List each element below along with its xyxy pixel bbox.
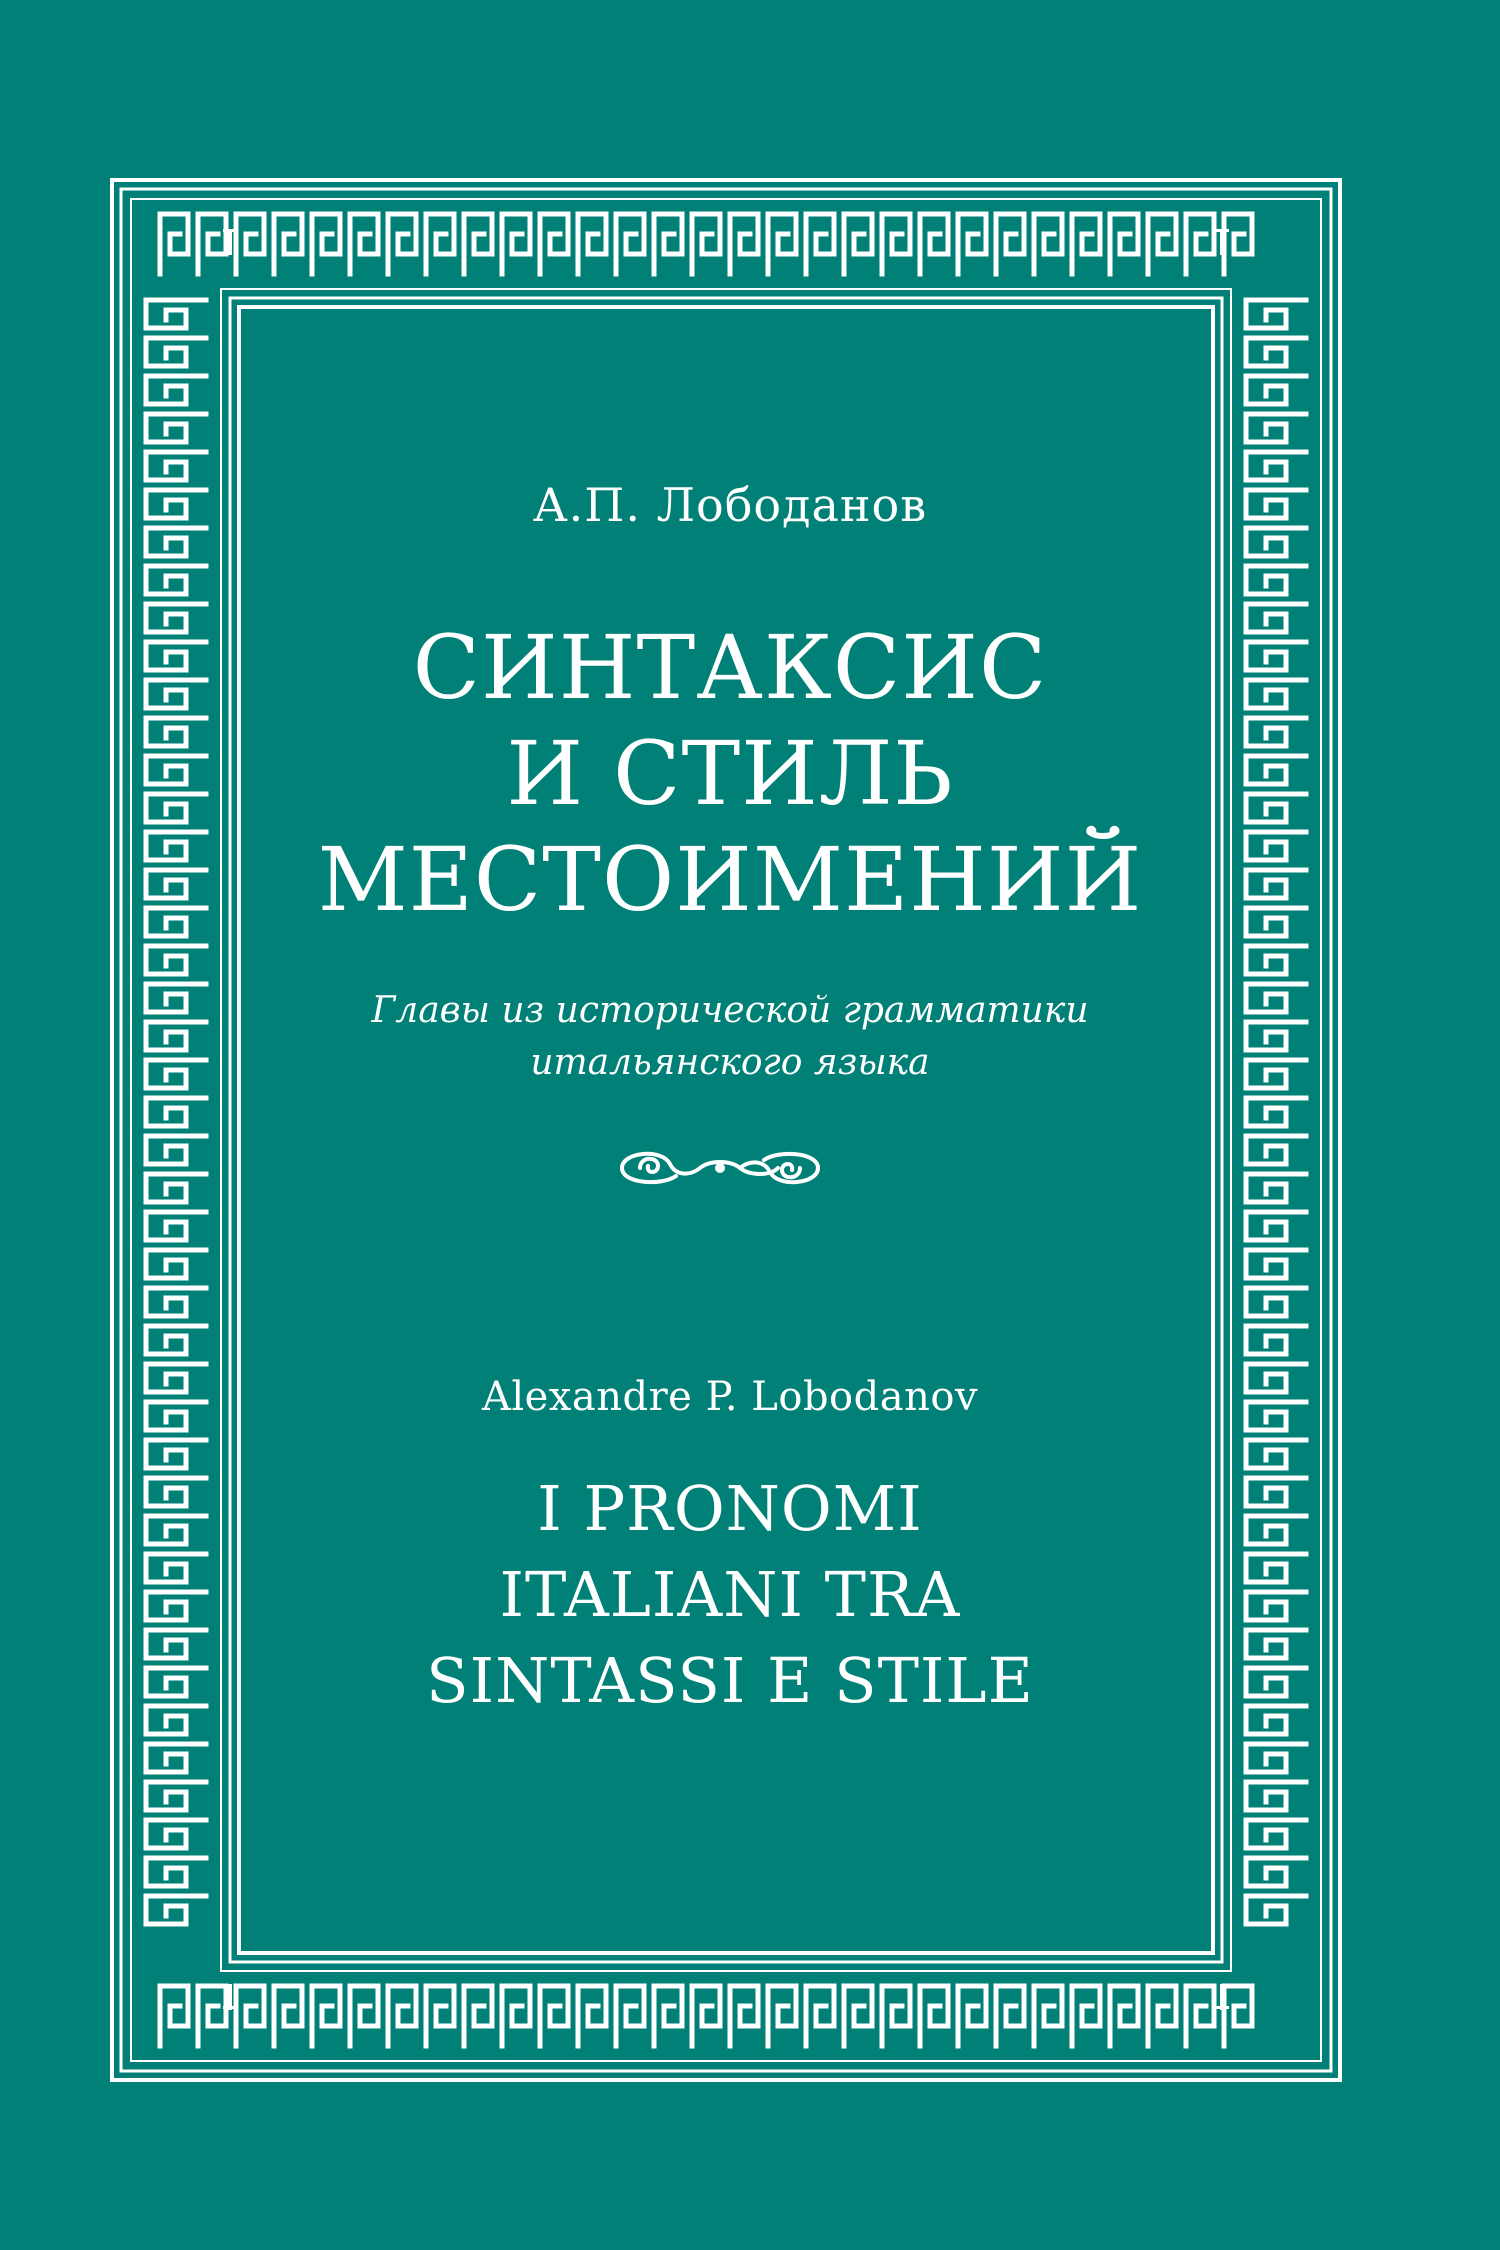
title-italian-line-3: SINTASSI E STILE: [426, 1644, 1034, 1717]
author-italian: Alexandre P. Lobodanov: [481, 1374, 979, 1420]
title-russian-line-2: И СТИЛЬ: [506, 722, 954, 825]
subtitle-russian: [230, 985, 1230, 1089]
scroll-flourish-icon: [610, 1138, 830, 1198]
title-italian: [230, 1466, 1230, 1724]
subtitle-russian-line-1: Главы из исторической грамматики: [371, 990, 1089, 1031]
title-russian-line-3: МЕСТОИМЕНИЙ: [317, 828, 1143, 931]
title-italian-line-1: I PRONOMI: [537, 1472, 923, 1545]
title-russian-line-1: СИНТАКСИС: [412, 616, 1048, 719]
title-russian: [230, 615, 1230, 933]
subtitle-russian-line-2: итальянского языка: [530, 1042, 930, 1083]
title-italian-line-2: ITALIANI TRA: [499, 1558, 961, 1631]
author-russian: А.П. Лободанов: [532, 478, 928, 532]
